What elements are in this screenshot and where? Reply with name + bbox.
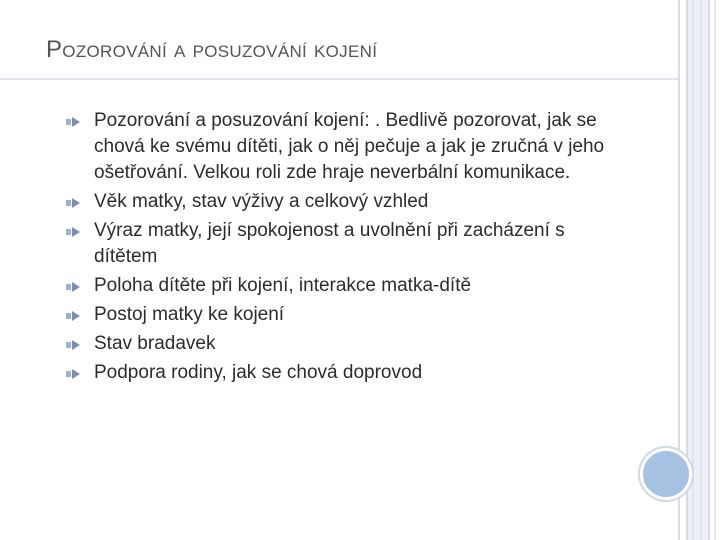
decorative-circle <box>640 448 692 500</box>
bullet-text: Podpora rodiny, jak se chová doprovod <box>94 362 423 383</box>
bullet-item <box>72 331 632 357</box>
bullet-list <box>72 108 632 389</box>
bullet-text: Stav bradavek <box>94 333 216 354</box>
arrow-bullet-icon <box>72 369 80 379</box>
bullet-text: Poloha dítěte při kojení, interakce matka-dítě <box>94 275 472 296</box>
bullet-item <box>72 273 632 299</box>
arrow-bullet-icon <box>72 117 80 127</box>
arrow-bullet-icon <box>72 198 80 208</box>
decorative-rail-inner <box>692 0 694 540</box>
arrow-bullet-icon <box>72 282 80 292</box>
bullet-text: Pozorování a posuzování kojení: . Bedlivě pozorovat, jak se chová ke svému dítěti, jak o něj pečuje a jak je zručná v jeho ošetřování. Velkou roli zde hraje neverbální komunikace. <box>94 110 605 183</box>
slide-title: Pozorování a posuzování kojení <box>46 36 378 63</box>
bullet-item <box>72 360 632 386</box>
decorative-rail-band <box>686 0 710 540</box>
bullet-item <box>72 218 632 270</box>
decorative-rail-inner-2 <box>700 0 702 540</box>
bullet-text: Věk matky, stav výživy a celkový vzhled <box>94 191 429 212</box>
arrow-bullet-icon <box>72 311 80 321</box>
decorative-rail-far <box>714 0 716 540</box>
bullet-text: Postoj matky ke kojení <box>94 304 285 325</box>
bullet-text: Výraz matky, její spokojenost a uvolnění při zacházení s dítětem <box>94 220 565 267</box>
title-divider <box>0 78 678 80</box>
arrow-bullet-icon <box>72 227 80 237</box>
bullet-item <box>72 189 632 215</box>
arrow-bullet-icon <box>72 340 80 350</box>
bullet-item <box>72 302 632 328</box>
bullet-item <box>72 108 632 186</box>
